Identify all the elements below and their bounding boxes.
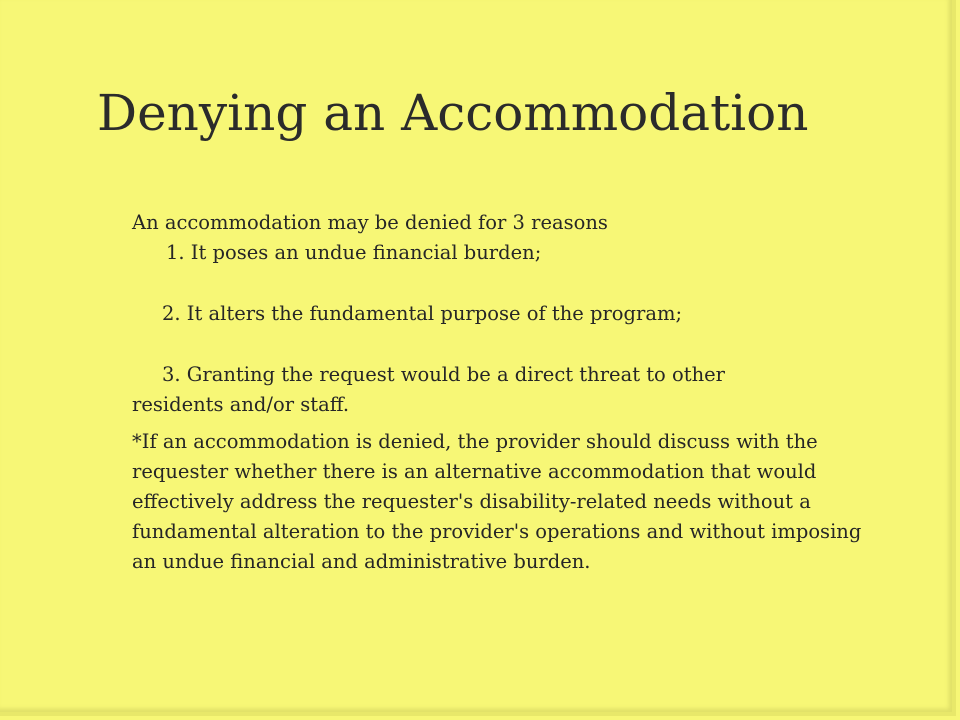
intro-text: An accommodation may be denied for 3 reasons: [132, 211, 608, 234]
reason-3: [132, 360, 872, 420]
denial-note: *If an accommodation is denied, the provider should discuss with the requester whether there is an alternative accommodation that would effectively address the requester's disability-related needs without a fundamental alteration to the provider's operations and without imposing an undue financial and administrative burden.: [132, 430, 862, 573]
reason-2: 2. It alters the fundamental purpose of the program;: [162, 302, 683, 325]
reason-1: 1. It poses an undue financial burden;: [166, 241, 542, 264]
slide-body: [132, 208, 872, 577]
slide-title: Denying an Accommodation: [97, 84, 809, 142]
reason-3-line-2: residents and/or staff.: [132, 393, 350, 416]
reason-3-line-1: 3. Granting the request would be a direct threat to other: [162, 363, 725, 386]
